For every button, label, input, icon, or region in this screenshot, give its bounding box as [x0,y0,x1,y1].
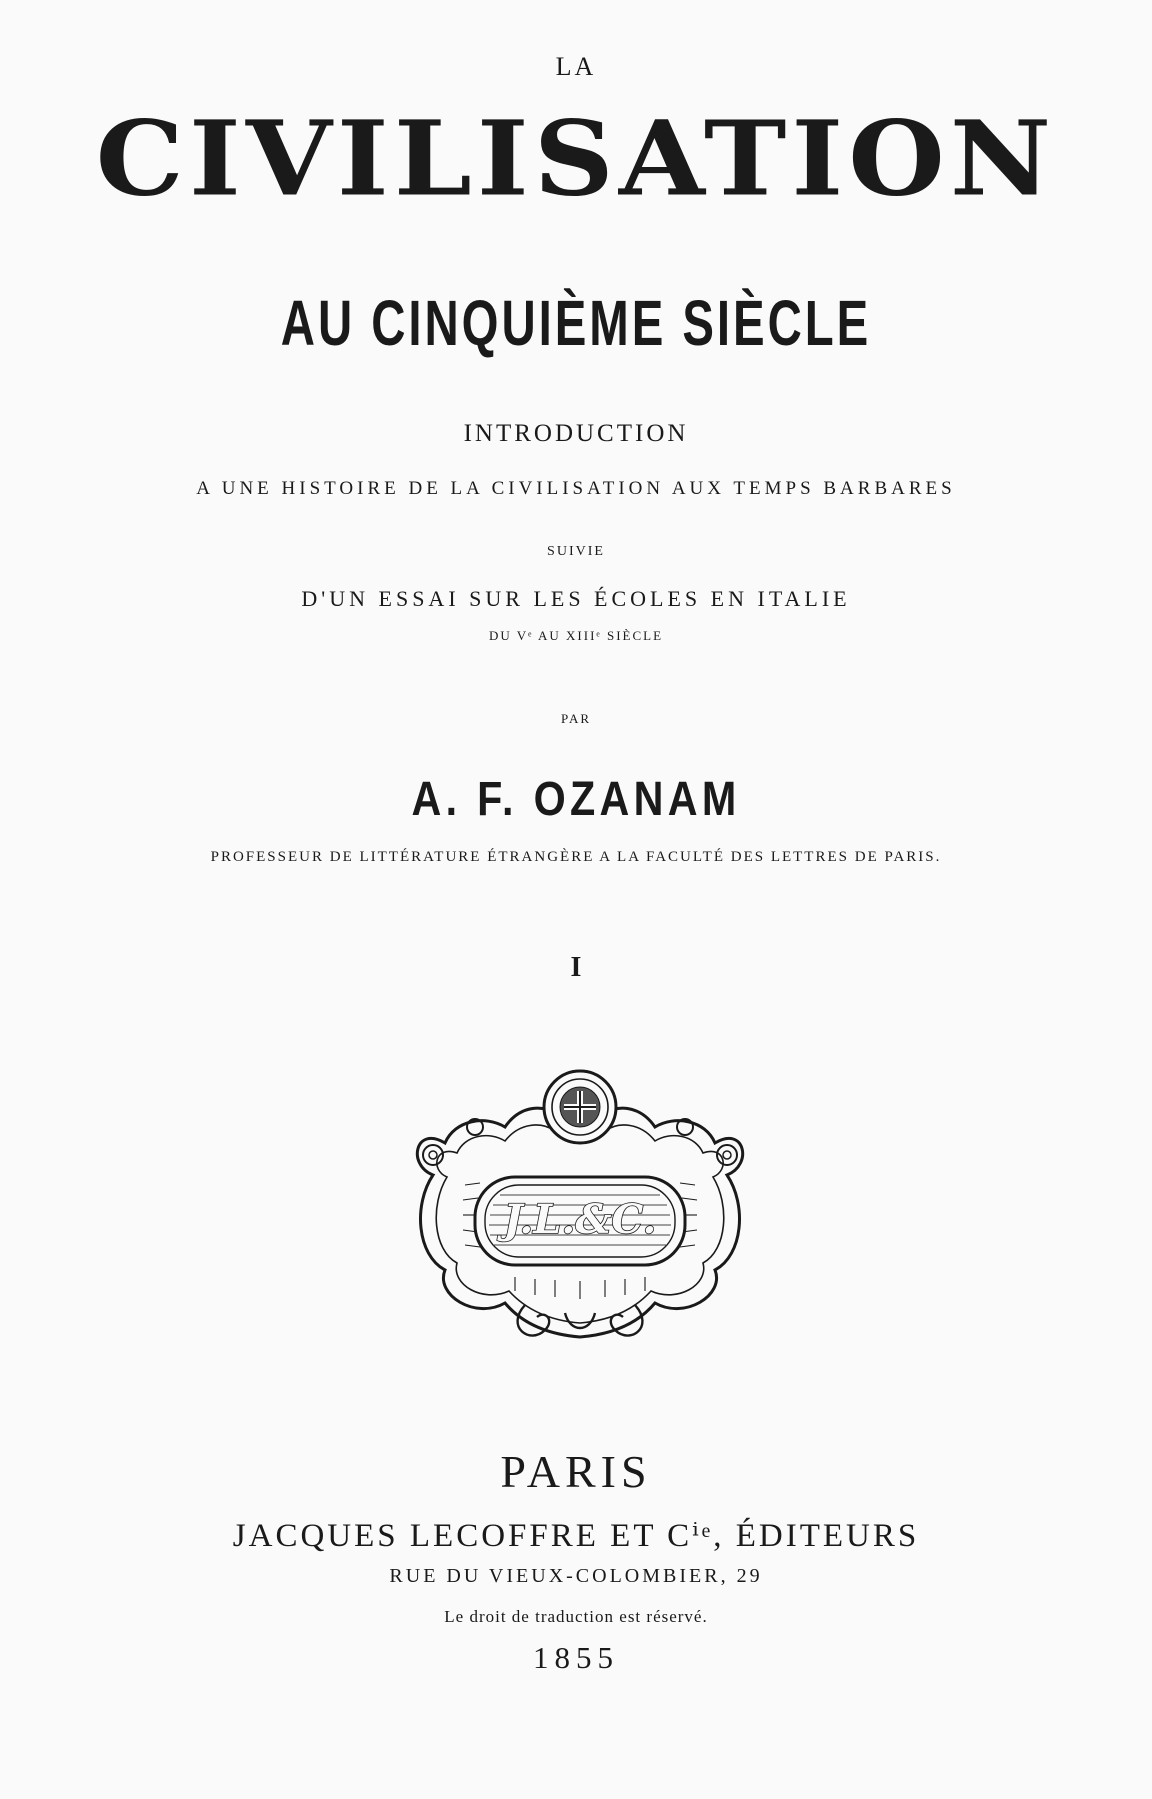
author-name: A. F. OZANAM [411,773,741,826]
essay-title: D'UN ESSAI SUR LES ÉCOLES EN ITALIE [301,586,851,611]
imprint-city: PARIS [500,1446,652,1497]
publisher-cartouche-icon [405,1065,755,1350]
imprint-address: RUE DU VIEUX-COLOMBIER, 29 [389,1565,763,1587]
introduction-heading: INTRODUCTION [463,420,689,447]
suivie-label: SUIVIE [547,544,605,559]
main-title: CIVILISATION [95,98,1057,220]
imprint-publisher: JACQUES LECOFFRE ET Cⁱᵉ, ÉDITEURS [232,1518,920,1554]
volume-number: I [570,952,582,983]
imprint-rights: Le droit de traduction est réservé. [444,1607,708,1626]
imprint-year: 1855 [533,1640,619,1675]
title-article: LA [555,52,597,81]
cartouche-monogram: J.L.&C. [503,1196,657,1243]
par-label: PAR [560,711,592,726]
essay-period: DU Vᵉ AU XIIIᵉ SIÈCLE [488,628,664,643]
introduction-subject: A UNE HISTOIRE DE LA CIVILISATION AUX TEMPS BARBARES [196,478,956,499]
subtitle: AU CINQUIÈME SIÈCLE [280,287,872,359]
author-title: PROFESSEUR DE LITTÉRATURE ÉTRANGÈRE A LA FACULTÉ DES LETTRES DE PARIS. [210,849,942,865]
